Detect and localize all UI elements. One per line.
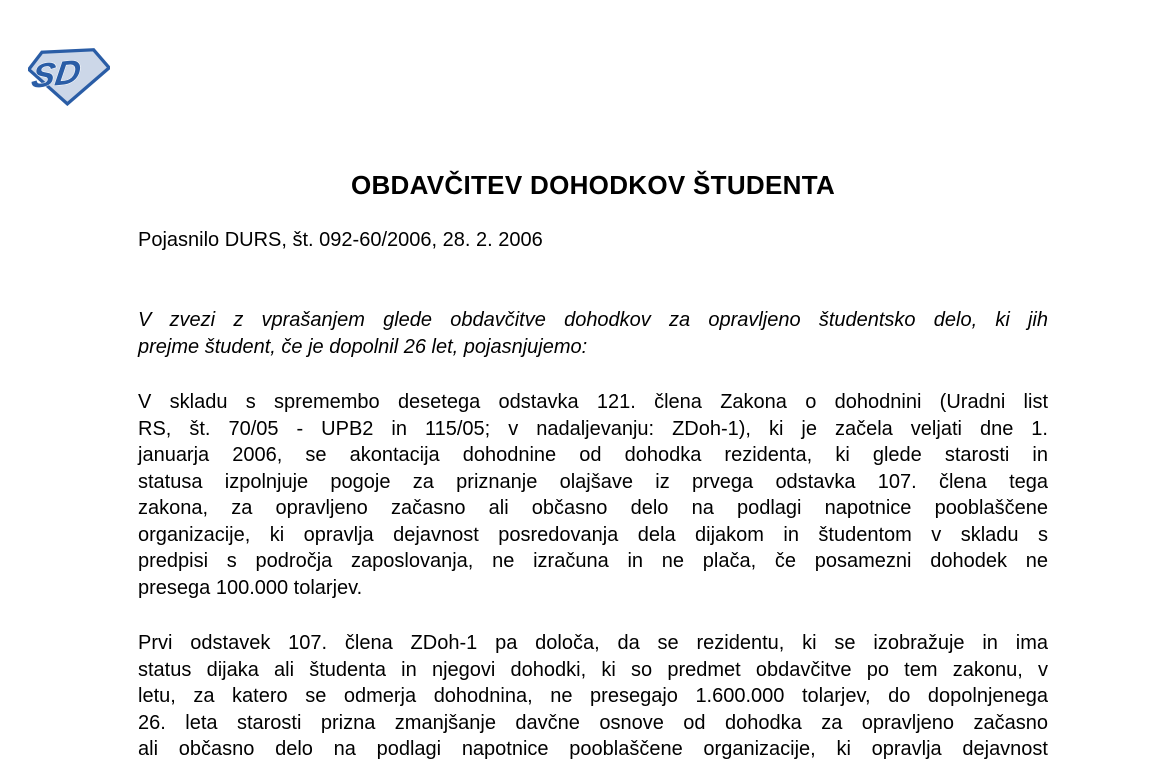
text-line: V zvezi z vprašanjem glede obdavčitve dohodkov za opravljeno študentsko delo, ki jih bbox=[138, 309, 1048, 331]
text-line: zakona, za opravljeno začasno ali občasno delo na podlagi napotnice pooblaščene bbox=[138, 497, 1048, 519]
text-line: 26. leta starosti prizna zmanjšanje davčne osnove od dohodka za opravljeno začasno bbox=[138, 711, 1048, 734]
text-line: letu, za katero se odmerja dohodnina, ne presegajo 1.600.000 tolarjev, do dopolnjenega bbox=[138, 685, 1048, 707]
text-line: statusa izpolnjuje pogoje za priznanje olajšave iz prvega odstavka 107. člena tega bbox=[138, 470, 1048, 493]
sd-student-service-logo-icon bbox=[28, 46, 110, 106]
document-reference-line: Pojasnilo DURS, št. 092-60/2006, 28. 2. 2006 bbox=[138, 229, 543, 251]
text-line: ali občasno delo na podlagi napotnice pooblaščene organizacije, ki opravlja dejavnost bbox=[138, 738, 1048, 760]
body-paragraph-1 bbox=[138, 389, 1048, 601]
text-line: organizacije, ki opravlja dejavnost posredovanja dela dijakom in študentom v skladu s bbox=[138, 523, 1048, 546]
sd-logo-svg bbox=[28, 46, 110, 106]
text-line: januarja 2006, se akontacija dohodnine od dohodka rezidenta, ki glede starosti in bbox=[138, 444, 1048, 466]
logo-letters: SD bbox=[29, 52, 84, 96]
document-content bbox=[138, 0, 1048, 760]
text-line: predpisi s področja zaposlovanja, ne izračuna in ne plača, če posamezni dohodek ne bbox=[138, 550, 1048, 572]
text-line: RS, št. 70/05 - UPB2 in 115/05; v nadaljevanju: ZDoh-1), ki je začela veljati dne 1. bbox=[138, 417, 1048, 440]
document-title: OBDAVČITEV DOHODKOV ŠTUDENTA bbox=[350, 170, 836, 200]
text-line: prejme študent, če je dopolnil 26 let, pojasnjujemo: bbox=[138, 335, 588, 358]
text-line: V skladu s spremembo desetega odstavka 121. člena Zakona o dohodnini (Uradni list bbox=[138, 391, 1048, 413]
intro-paragraph bbox=[138, 307, 1048, 360]
text-line: Prvi odstavek 107. člena ZDoh-1 pa določa, da se rezidentu, ki se izobražuje in ima bbox=[138, 632, 1048, 654]
text-line: status dijaka ali študenta in njegovi dohodki, ki so predmet obdavčitve po tem zakonu, v bbox=[138, 658, 1048, 681]
text-line: presega 100.000 tolarjev. bbox=[138, 576, 363, 599]
